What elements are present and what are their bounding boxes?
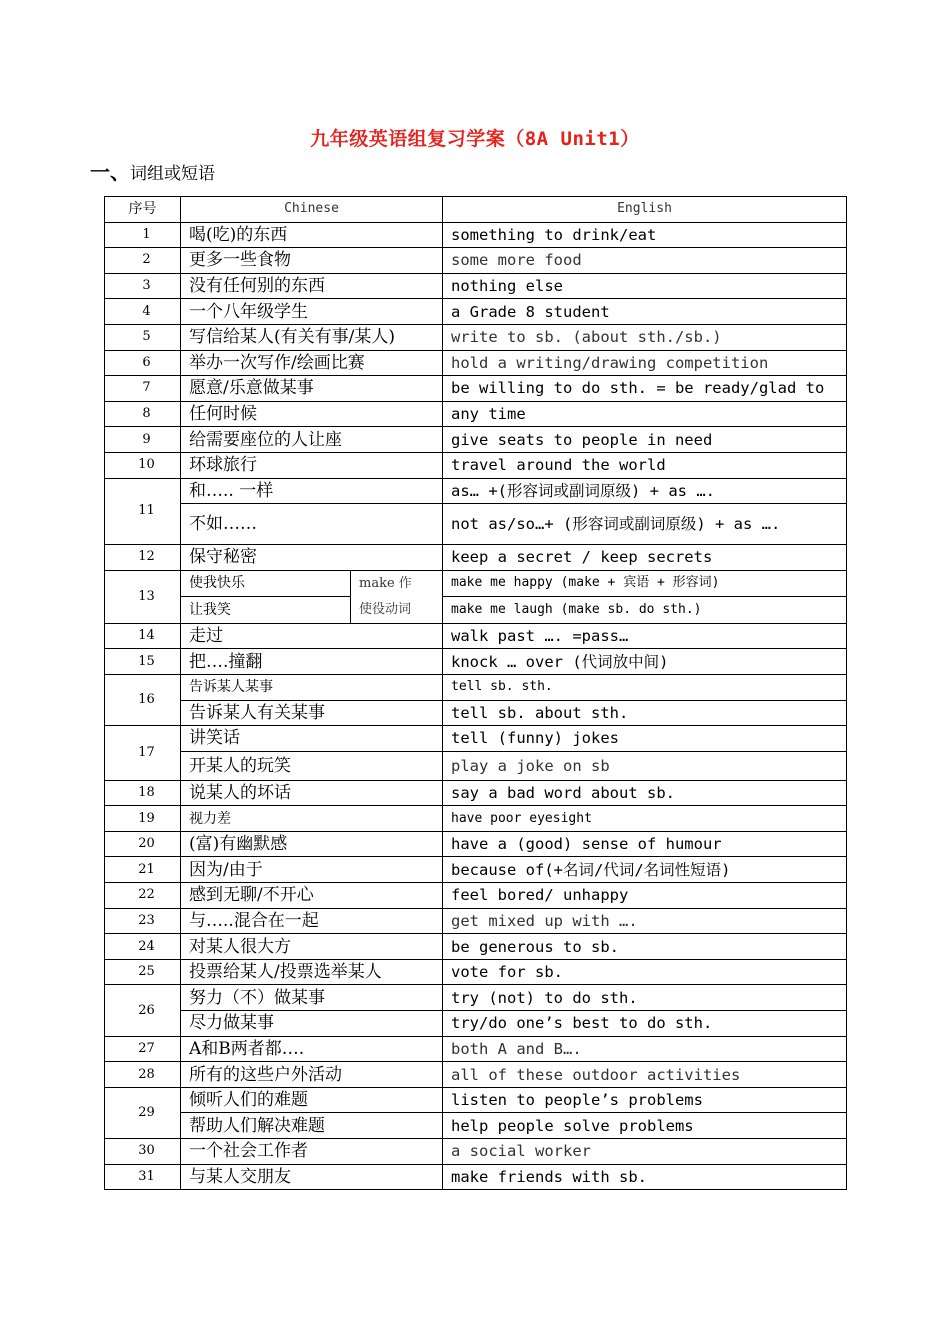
section-number: 一、 bbox=[90, 160, 130, 184]
chinese-cell: 感到无聊/不开心 bbox=[181, 883, 443, 909]
chinese-cell: 走过 bbox=[181, 623, 443, 649]
english-cell: have poor eyesight bbox=[443, 806, 847, 832]
row-number: 3 bbox=[105, 273, 181, 299]
table-row bbox=[105, 570, 847, 597]
table-row bbox=[105, 751, 847, 780]
table-row bbox=[105, 806, 847, 832]
table-row bbox=[105, 700, 847, 726]
english-cell: any time bbox=[443, 401, 847, 427]
table-row bbox=[105, 908, 847, 934]
english-cell: hold a writing/drawing competition bbox=[443, 350, 847, 376]
chinese-cell: 告诉某人有关某事 bbox=[181, 700, 443, 726]
chinese-cell: A和B两者都…. bbox=[181, 1036, 443, 1062]
row-number: 1 bbox=[105, 222, 181, 248]
table-row bbox=[105, 222, 847, 248]
row-number: 16 bbox=[105, 674, 181, 725]
english-cell: be generous to sb. bbox=[443, 934, 847, 960]
chinese-cell: 一个社会工作者 bbox=[181, 1139, 443, 1165]
row-number: 10 bbox=[105, 452, 181, 478]
chinese-cell: 尽力做某事 bbox=[181, 1011, 443, 1037]
english-cell: because of(+名词/代词/名词性短语) bbox=[443, 857, 847, 883]
table-row bbox=[105, 623, 847, 649]
chinese-cell: 更多一些食物 bbox=[181, 248, 443, 274]
chinese-cell: 不如…… bbox=[181, 504, 443, 545]
page-title: 九年级英语组复习学案（8A Unit1） bbox=[310, 128, 640, 150]
english-cell: listen to people’s problems bbox=[443, 1087, 847, 1113]
chinese-cell: 帮助人们解决难题 bbox=[181, 1113, 443, 1139]
row-number: 7 bbox=[105, 376, 181, 402]
english-cell: not as/so…+ (形容词或副词原级) + as …. bbox=[443, 504, 847, 545]
english-cell: say a bad word about sb. bbox=[443, 780, 847, 806]
row-number: 31 bbox=[105, 1164, 181, 1190]
english-cell: have a (good) sense of humour bbox=[443, 831, 847, 857]
table-row bbox=[105, 273, 847, 299]
table-row bbox=[105, 1011, 847, 1037]
table-row bbox=[105, 376, 847, 402]
table-row bbox=[105, 248, 847, 274]
english-cell: tell (funny) jokes bbox=[443, 726, 847, 752]
row-number: 15 bbox=[105, 649, 181, 675]
chinese-cell: 因为/由于 bbox=[181, 857, 443, 883]
make-note-line: make 作 bbox=[359, 575, 412, 591]
table-row bbox=[105, 959, 847, 985]
row-number: 5 bbox=[105, 324, 181, 350]
english-cell: knock … over (代词放中间) bbox=[443, 649, 847, 675]
table-row bbox=[105, 1087, 847, 1113]
table-row bbox=[105, 649, 847, 675]
table-row bbox=[105, 1164, 847, 1190]
chinese-cell: 投票给某人/投票选举某人 bbox=[181, 959, 443, 985]
table-row bbox=[105, 883, 847, 909]
chinese-cell: 所有的这些户外活动 bbox=[181, 1062, 443, 1088]
english-cell: help people solve problems bbox=[443, 1113, 847, 1139]
table-row bbox=[105, 934, 847, 960]
english-cell: as… +(形容词或副词原级) + as …. bbox=[443, 478, 847, 504]
table-row bbox=[105, 674, 847, 700]
english-cell: write to sb. (about sth./sb.) bbox=[443, 324, 847, 350]
chinese-cell: 倾听人们的难题 bbox=[181, 1087, 443, 1113]
chinese-cell: 环球旅行 bbox=[181, 452, 443, 478]
chinese-cell: 对某人很大方 bbox=[181, 934, 443, 960]
table-row bbox=[105, 1062, 847, 1088]
row-number: 9 bbox=[105, 427, 181, 453]
chinese-cell: 把….撞翻 bbox=[181, 649, 443, 675]
table-row bbox=[105, 324, 847, 350]
chinese-cell: 讲笑话 bbox=[181, 726, 443, 752]
english-cell: nothing else bbox=[443, 273, 847, 299]
table-row bbox=[105, 350, 847, 376]
english-cell: make me happy (make + 宾语 + 形容词) bbox=[443, 570, 847, 597]
row-number: 28 bbox=[105, 1062, 181, 1088]
header-english: English bbox=[443, 197, 847, 223]
table-header-row bbox=[105, 197, 847, 223]
english-cell: play a joke on sb bbox=[443, 751, 847, 780]
row-number: 17 bbox=[105, 726, 181, 781]
chinese-cell: 给需要座位的人让座 bbox=[181, 427, 443, 453]
row-number: 21 bbox=[105, 857, 181, 883]
english-cell: get mixed up with …. bbox=[443, 908, 847, 934]
table-row bbox=[105, 504, 847, 545]
english-cell: something to drink/eat bbox=[443, 222, 847, 248]
make-note bbox=[351, 570, 443, 623]
english-cell: tell sb. about sth. bbox=[443, 700, 847, 726]
table-row bbox=[105, 299, 847, 325]
chinese-cell: 让我笑 bbox=[181, 597, 351, 624]
english-cell: feel bored/ unhappy bbox=[443, 883, 847, 909]
chinese-cell: 喝(吃)的东西 bbox=[181, 222, 443, 248]
row-number: 13 bbox=[105, 570, 181, 623]
vocab-table bbox=[104, 196, 847, 1190]
english-cell: tell sb. sth. bbox=[443, 674, 847, 700]
row-number: 2 bbox=[105, 248, 181, 274]
row-number: 14 bbox=[105, 623, 181, 649]
english-cell: make me laugh (make sb. do sth.) bbox=[443, 597, 847, 624]
row-number: 30 bbox=[105, 1139, 181, 1165]
english-cell: give seats to people in need bbox=[443, 427, 847, 453]
chinese-cell: 开某人的玩笑 bbox=[181, 751, 443, 780]
row-number: 20 bbox=[105, 831, 181, 857]
english-cell: keep a secret / keep secrets bbox=[443, 545, 847, 571]
table-row bbox=[105, 545, 847, 571]
english-cell: a Grade 8 student bbox=[443, 299, 847, 325]
chinese-cell: 愿意/乐意做某事 bbox=[181, 376, 443, 402]
row-number: 24 bbox=[105, 934, 181, 960]
english-cell: be willing to do sth. = be ready/glad to bbox=[443, 376, 847, 402]
row-number: 12 bbox=[105, 545, 181, 571]
english-cell: a social worker bbox=[443, 1139, 847, 1165]
english-cell: make friends with sb. bbox=[443, 1164, 847, 1190]
chinese-cell: 任何时候 bbox=[181, 401, 443, 427]
chinese-cell: (富)有幽默感 bbox=[181, 831, 443, 857]
english-cell: all of these outdoor activities bbox=[443, 1062, 847, 1088]
english-cell: walk past …. =pass… bbox=[443, 623, 847, 649]
english-cell: some more food bbox=[443, 248, 847, 274]
row-number: 11 bbox=[105, 478, 181, 545]
table-row bbox=[105, 597, 847, 624]
make-note-line: 使役动词 bbox=[359, 601, 412, 617]
english-cell: try (not) to do sth. bbox=[443, 985, 847, 1011]
row-number: 27 bbox=[105, 1036, 181, 1062]
table-row bbox=[105, 857, 847, 883]
row-number: 23 bbox=[105, 908, 181, 934]
table-row bbox=[105, 831, 847, 857]
row-number: 6 bbox=[105, 350, 181, 376]
table-row bbox=[105, 478, 847, 504]
english-cell: vote for sb. bbox=[443, 959, 847, 985]
table-row bbox=[105, 985, 847, 1011]
row-number: 4 bbox=[105, 299, 181, 325]
table-row bbox=[105, 780, 847, 806]
header-no: 序号 bbox=[105, 197, 181, 223]
table-row bbox=[105, 726, 847, 752]
english-cell: both A and B…. bbox=[443, 1036, 847, 1062]
chinese-cell: 与某人交朋友 bbox=[181, 1164, 443, 1190]
table-row bbox=[105, 1139, 847, 1165]
chinese-cell: 使我快乐 bbox=[181, 570, 351, 597]
header-chinese: Chinese bbox=[181, 197, 443, 223]
table-row bbox=[105, 401, 847, 427]
table-row bbox=[105, 452, 847, 478]
chinese-cell: 告诉某人某事 bbox=[181, 674, 443, 700]
section-heading bbox=[90, 156, 215, 185]
table-row bbox=[105, 1113, 847, 1139]
row-number: 29 bbox=[105, 1087, 181, 1138]
chinese-cell: 一个八年级学生 bbox=[181, 299, 443, 325]
chinese-cell: 写信给某人(有关有事/某人) bbox=[181, 324, 443, 350]
chinese-cell: 没有任何别的东西 bbox=[181, 273, 443, 299]
chinese-cell: 与…..混合在一起 bbox=[181, 908, 443, 934]
section-label: 词组或短语 bbox=[130, 164, 215, 184]
table-row bbox=[105, 427, 847, 453]
chinese-cell: 视力差 bbox=[181, 806, 443, 832]
row-number: 18 bbox=[105, 780, 181, 806]
row-number: 19 bbox=[105, 806, 181, 832]
row-number: 25 bbox=[105, 959, 181, 985]
row-number: 22 bbox=[105, 883, 181, 909]
row-number: 8 bbox=[105, 401, 181, 427]
english-cell: try/do one’s best to do sth. bbox=[443, 1011, 847, 1037]
chinese-cell: 举办一次写作/绘画比赛 bbox=[181, 350, 443, 376]
table-row bbox=[105, 1036, 847, 1062]
chinese-cell: 和….. 一样 bbox=[181, 478, 443, 504]
english-cell: travel around the world bbox=[443, 452, 847, 478]
chinese-cell: 保守秘密 bbox=[181, 545, 443, 571]
row-number: 26 bbox=[105, 985, 181, 1036]
chinese-cell: 说某人的坏话 bbox=[181, 780, 443, 806]
chinese-cell: 努力（不）做某事 bbox=[181, 985, 443, 1011]
